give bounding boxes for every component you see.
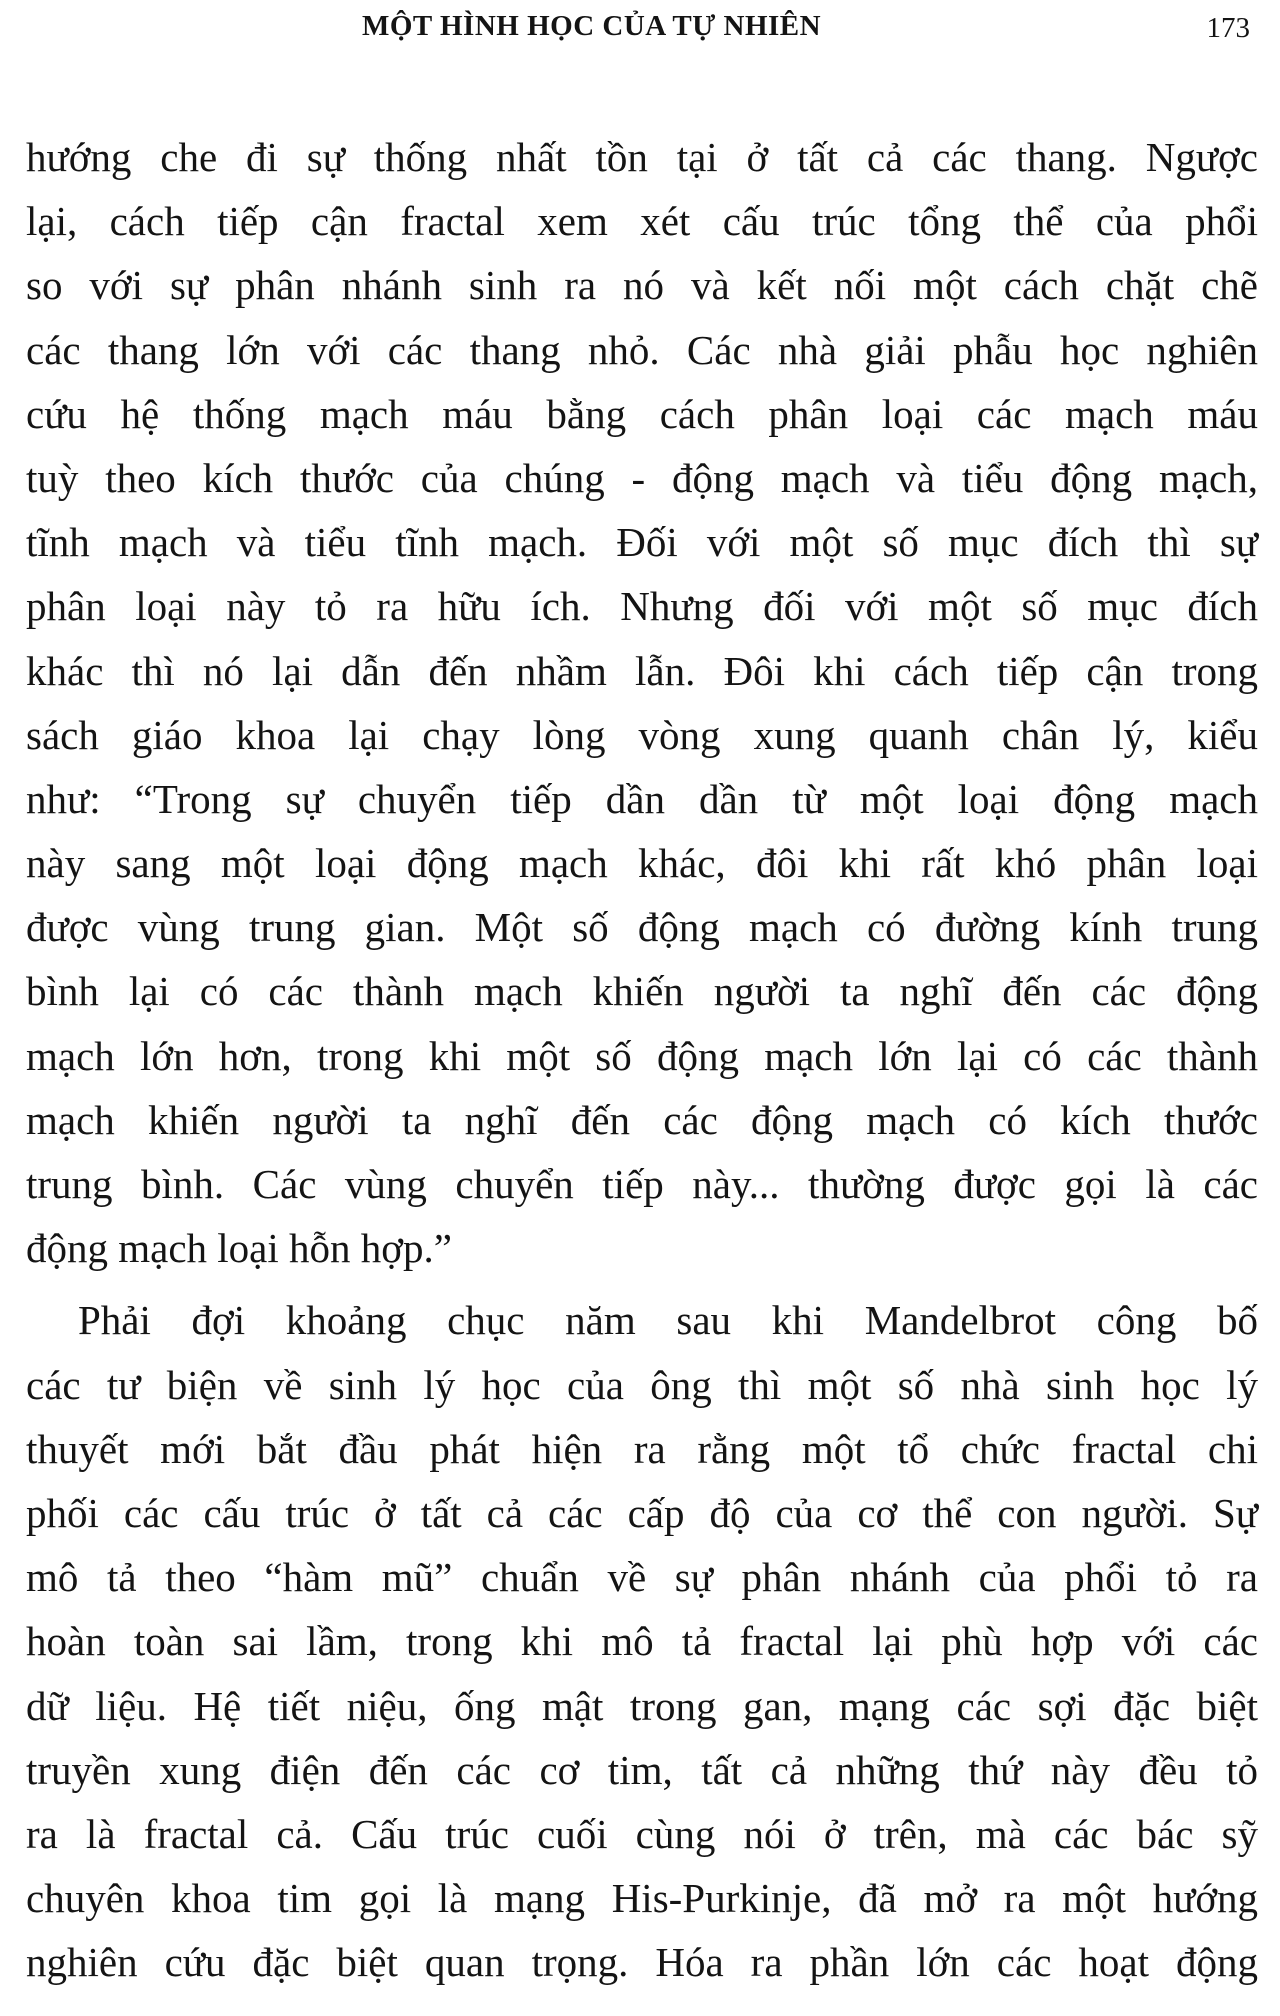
- text-line: hoàn toàn sai lầm, trong khi mô tả fractal lại phù hợp với các: [26, 1618, 1258, 1665]
- text-line: ra là fractal cả. Cấu trúc cuối cùng nói ở trên, mà các bác sỹ: [26, 1810, 1258, 1857]
- text-line: này sang một loại động mạch khác, đôi khi rất khó phân loại: [26, 840, 1258, 887]
- text-line: trung bình. Các vùng chuyển tiếp này... thường được gọi là các: [26, 1161, 1258, 1207]
- text-line: tĩnh mạch và tiểu tĩnh mạch. Đối với một số mục đích thì sự: [26, 519, 1258, 566]
- text-line: tuỳ theo kích thước của chúng - động mạch và tiểu động mạch,: [26, 454, 1258, 501]
- text-line: mô tả theo “hàm mũ” chuẩn về sự phân nhánh của phổi tỏ ra: [26, 1554, 1258, 1601]
- paragraph-2: [26, 1288, 1258, 1994]
- body-text: [26, 125, 1258, 1994]
- text-line: nghiên cứu đặc biệt quan trọng. Hóa ra phần lớn các hoạt động: [26, 1939, 1258, 1986]
- text-line: sách giáo khoa lại chạy lòng vòng xung quanh chân lý, kiểu: [26, 711, 1258, 758]
- text-line: được vùng trung gian. Một số động mạch có đường kính trung: [26, 904, 1258, 951]
- text-line: mạch lớn hơn, trong khi một số động mạch lớn lại có các thành: [26, 1032, 1258, 1079]
- text-line: cứu hệ thống mạch máu bằng cách phân loại các mạch máu: [26, 390, 1258, 437]
- text-line: như: “Trong sự chuyển tiếp dần dần từ một loại động mạch: [26, 775, 1258, 822]
- paragraph-1: [26, 125, 1258, 1280]
- text-line: các thang lớn với các thang nhỏ. Các nhà giải phẫu học nghiên: [26, 326, 1258, 373]
- running-head: [0, 10, 1280, 50]
- text-line: động mạch loại hỗn hợp.”: [26, 1225, 452, 1272]
- text-line: hướng che đi sự thống nhất tồn tại ở tất cả các thang. Ngược: [26, 134, 1258, 180]
- text-line: khác thì nó lại dẫn đến nhầm lẫn. Đôi khi cách tiếp cận trong: [26, 647, 1258, 694]
- text-line: thuyết mới bắt đầu phát hiện ra rằng một tổ chức fractal chi: [26, 1425, 1258, 1472]
- text-line: phân loại này tỏ ra hữu ích. Nhưng đối với một số mục đích: [26, 583, 1258, 630]
- text-line: Phải đợi khoảng chục năm sau khi Mandelbrot công bố: [78, 1297, 1258, 1344]
- page-number: 173: [1206, 12, 1250, 44]
- text-line: truyền xung điện đến các cơ tim, tất cả những thứ này đều tỏ: [26, 1746, 1258, 1793]
- paragraph-gap: [26, 1280, 1258, 1288]
- text-line: dữ liệu. Hệ tiết niệu, ống mật trong gan, mạng các sợi đặc biệt: [26, 1682, 1258, 1729]
- text-line: so với sự phân nhánh sinh ra nó và kết nối một cách chặt chẽ: [26, 262, 1258, 309]
- text-line: phối các cấu trúc ở tất cả các cấp độ của cơ thể con người. Sự: [26, 1489, 1258, 1536]
- text-line: mạch khiến người ta nghĩ đến các động mạch có kích thước: [26, 1096, 1258, 1143]
- text-line: các tư biện về sinh lý học của ông thì một số nhà sinh học lý: [26, 1361, 1258, 1408]
- text-line: bình lại có các thành mạch khiến người ta nghĩ đến các động: [26, 968, 1258, 1015]
- text-line: chuyên khoa tim gọi là mạng His-Purkinje, đã mở ra một hướng: [26, 1875, 1258, 1922]
- text-line: lại, cách tiếp cận fractal xem xét cấu trúc tổng thể của phổi: [26, 198, 1258, 245]
- running-title: MỘT HÌNH HỌC CỦA TỰ NHIÊN: [362, 10, 822, 42]
